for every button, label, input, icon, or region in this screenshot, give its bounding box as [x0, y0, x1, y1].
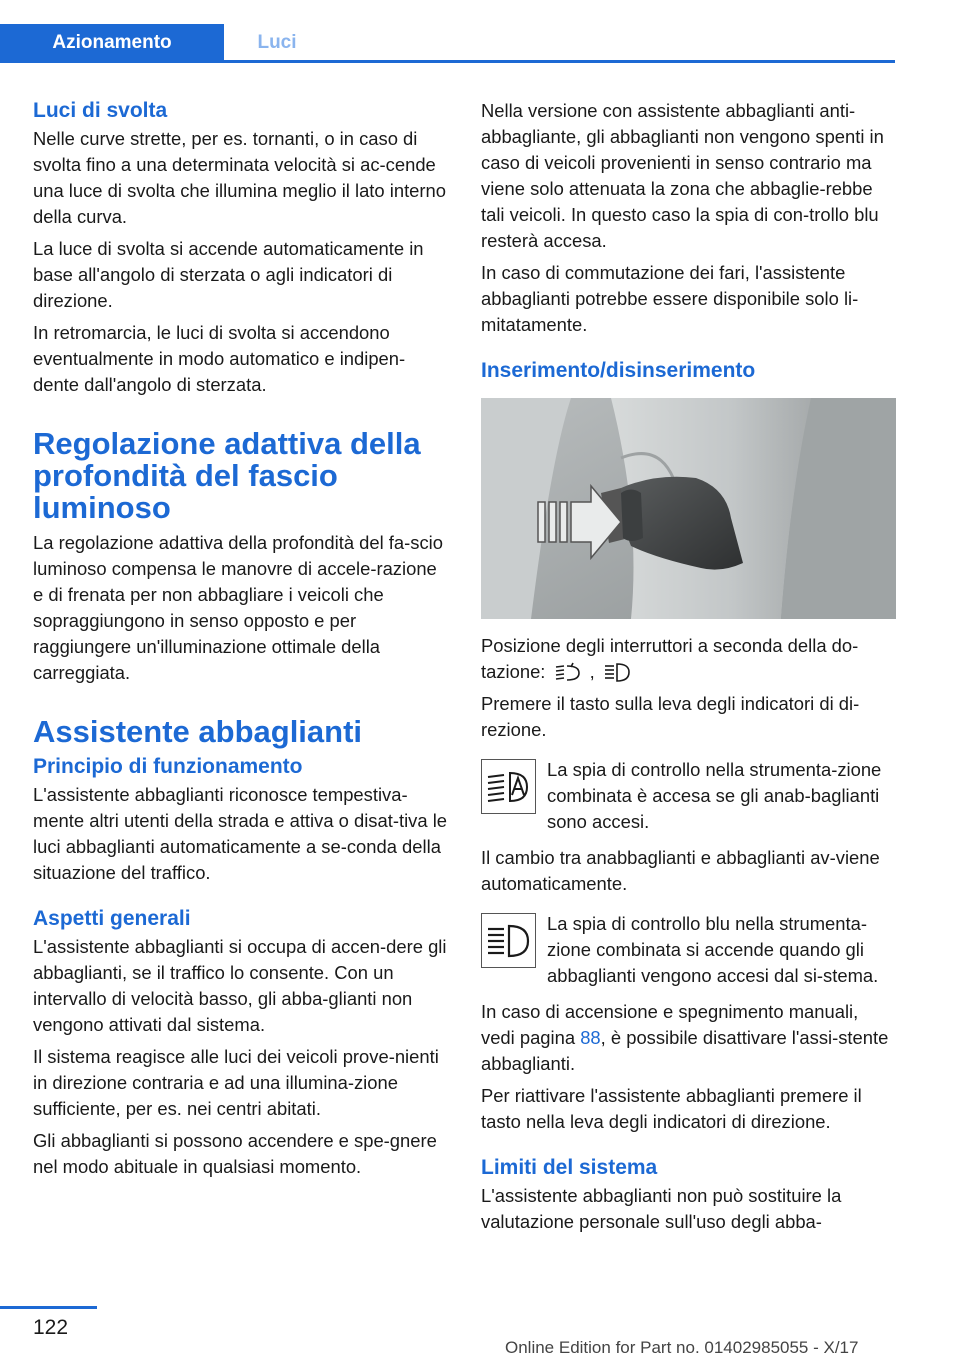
switch-positions-separator: , [589, 661, 595, 682]
subheading-principio: Principio di funzionamento [33, 755, 303, 778]
paragraph: La spia di controllo blu nella strumenta-zione combinata si accende quando gli abbaglianti vengono accesi dal si-stema. [547, 913, 879, 986]
paragraph: Per riattivare l'assistente abbaglianti premere il tasto nella leva degli indicatori di direzione. [481, 1085, 862, 1132]
paragraph: La regolazione adattiva della profondità del fa-scio luminoso compensa le manovre di accele-razione e di frenata per non abbagliare i veicoli che sopraggiungono in senso opposto e per raggiungere un'illuminazione ottimale della carreggiata. [33, 532, 443, 683]
paragraph: Nelle curve strette, per es. tornanti, o in caso di svolta fino a una determinata velocità si ac-cende una luce di svolta che illumina meglio il lato interno della curva. [33, 128, 446, 227]
high-beam-indicator-icon [481, 913, 536, 968]
turn-signal-stalk-figure [481, 398, 896, 619]
paragraph: Nella versione con assistente abbaglianti anti-abbagliante, gli abbaglianti non vengono spenti in caso di veicoli provenienti in senso contrario ma viene solo attenuata la zona che abbaglie-rebbe tali veicoli. In questo caso la spia di con-trollo blu resterà accesa. [481, 100, 884, 251]
heading-regolazione-adattiva: Regolazione adattiva della profondità del fascio luminoso [33, 426, 421, 525]
high-beam-assistant-indicator-icon [481, 759, 536, 814]
edition-note: Online Edition for Part no. 01402985055 - X/17 [505, 1338, 859, 1357]
subheading-inserimento: Inserimento/disinserimento [481, 359, 756, 382]
high-beam-assistant-icon [555, 662, 581, 684]
paragraph-switch-positions [481, 633, 896, 685]
left-column [33, 98, 450, 1186]
tab-azionamento[interactable]: Azionamento [0, 24, 224, 61]
page-number: 122 [33, 1316, 69, 1339]
subheading-aspetti-generali: Aspetti generali [33, 907, 191, 930]
tab-luci[interactable]: Luci [257, 31, 297, 53]
indicator-paragraph-assistant [481, 757, 896, 835]
paragraph: L'assistente abbaglianti riconosce tempestiva-mente altri utenti della strada e attiva o disat-tiva le luci abbaglianti automaticamente a se-conda della situazione del traffico. [33, 784, 448, 883]
manual-text-end: , è possibile disattivare l'assi-stente abbaglianti. [481, 1027, 889, 1074]
paragraph: Premere il tasto sulla leva degli indicatori di di-rezione. [481, 693, 860, 740]
paragraph: Il sistema reagisce alle luci dei veicoli prove-nienti in direzione contraria e ad una illumina-zione sufficiente, per es. nei centri abitati. [33, 1046, 439, 1119]
page-88-link[interactable]: 88 [580, 1027, 601, 1048]
paragraph-manual [481, 999, 896, 1077]
high-beam-icon [604, 662, 630, 684]
footer-rule [0, 1306, 97, 1309]
paragraph: L'assistente abbaglianti non può sostituire la valutazione personale sull'uso degli abba- [481, 1185, 842, 1232]
subheading-limiti: Limiti del sistema [481, 1156, 658, 1179]
paragraph: Gli abbaglianti si possono accendere e spe-gnere nel modo abituale in qualsiasi momento. [33, 1130, 437, 1177]
header-rule [0, 60, 895, 63]
paragraph: In retromarcia, le luci di svolta si accendono eventualmente in modo automatico e indipen-dente dall'angolo di sterzata. [33, 322, 406, 395]
manual-text: In caso di accensione e spegnimento manuali, vedi pagina [481, 1001, 859, 1048]
indicator-paragraph-high-beam [481, 911, 896, 989]
switch-positions-text: Posizione degli interruttori a seconda della do-tazione: [481, 635, 859, 682]
header-tabs [0, 0, 895, 64]
section-title-luci-di-svolta: Luci di svolta [33, 99, 168, 122]
heading-assistente-abbaglianti: Assistente abbaglianti [33, 714, 363, 749]
paragraph: Il cambio tra anabbaglianti e abbaglianti av-viene automaticamente. [481, 847, 880, 894]
paragraph: L'assistente abbaglianti si occupa di accen-dere gli abbaglianti, se il traffico lo consente. Con un intervallo di velocità basso, gli abba-glianti non vengono attivati dal sistema. [33, 936, 447, 1035]
paragraph: La spia di controllo nella strumenta-zione combinata è accesa se gli anab-baglianti sono accesi. [547, 759, 882, 832]
paragraph: In caso di commutazione dei fari, l'assistente abbaglianti potrebbe essere disponibile solo li-mitatamente. [481, 262, 859, 335]
paragraph: La luce di svolta si accende automaticamente in base all'angolo di sterzata o agli indicatori di direzione. [33, 238, 424, 311]
right-column [481, 98, 896, 1241]
